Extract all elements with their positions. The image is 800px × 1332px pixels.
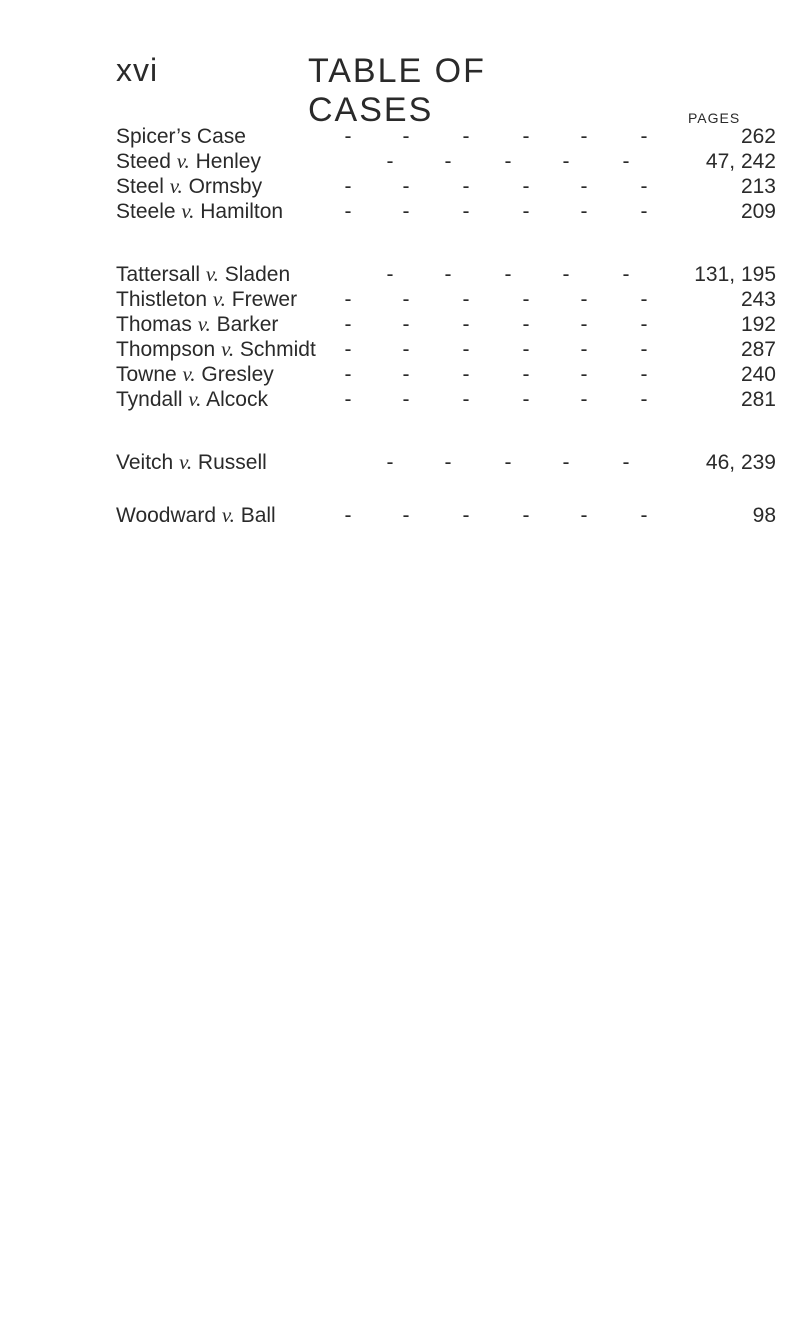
dash-leaders xyxy=(116,124,656,149)
versus-abbrev: v. xyxy=(179,450,193,474)
leader-dash: - xyxy=(444,150,452,173)
leader-dash: - xyxy=(402,388,410,411)
leader-dash: - xyxy=(522,388,530,411)
page-header xyxy=(116,52,576,129)
leader-dash: - xyxy=(562,150,570,173)
leader-dash: - xyxy=(622,263,630,286)
leader-dash: - xyxy=(580,313,588,336)
case-entry xyxy=(116,337,776,362)
dash-leaders xyxy=(116,262,656,287)
leader-dash: - xyxy=(640,338,648,361)
page-reference: 243 xyxy=(740,288,776,311)
versus-abbrev: v. xyxy=(197,312,211,336)
leader-dash: - xyxy=(580,363,588,386)
leader-dash: - xyxy=(462,313,470,336)
second-party: Frewer xyxy=(231,288,298,311)
case-entry xyxy=(116,362,776,387)
leader-dash: - xyxy=(580,388,588,411)
leader-dash: - xyxy=(344,338,352,361)
page-reference: 240 xyxy=(740,363,776,386)
case-group xyxy=(116,503,776,528)
leader-dash: - xyxy=(386,150,394,173)
first-party: Towne xyxy=(116,363,177,386)
leader-dash: - xyxy=(580,504,588,527)
page-reference: 209 xyxy=(740,200,776,223)
first-party: Thistleton xyxy=(116,288,208,311)
case-entry xyxy=(116,312,776,337)
leader-dash: - xyxy=(580,288,588,311)
leader-dash: - xyxy=(580,200,588,223)
leader-dash: - xyxy=(402,125,410,148)
leader-dash: - xyxy=(640,313,648,336)
leader-dash: - xyxy=(622,451,630,474)
leader-dash: - xyxy=(640,504,648,527)
leader-dash: - xyxy=(402,338,410,361)
dash-leaders xyxy=(116,337,656,362)
case-entry xyxy=(116,199,776,224)
case-entry xyxy=(116,174,776,199)
leader-dash: - xyxy=(462,175,470,198)
case-group xyxy=(116,262,776,412)
leader-dash: - xyxy=(522,313,530,336)
versus-abbrev: v. xyxy=(176,149,190,173)
leader-dash: - xyxy=(344,363,352,386)
leader-dash: - xyxy=(344,313,352,336)
dash-leaders xyxy=(116,387,656,412)
first-party: Steele xyxy=(116,200,176,223)
dash-leaders xyxy=(116,149,656,174)
case-entry xyxy=(116,503,776,528)
versus-abbrev: v. xyxy=(182,362,196,386)
leader-dash: - xyxy=(462,363,470,386)
dash-leaders xyxy=(116,503,656,528)
second-party: Hamilton xyxy=(200,200,284,223)
first-party: Steed xyxy=(116,150,171,173)
case-group xyxy=(116,450,776,475)
leader-dash: - xyxy=(640,363,648,386)
versus-abbrev: v. xyxy=(212,287,226,311)
leader-dash: - xyxy=(622,150,630,173)
leader-dash: - xyxy=(522,125,530,148)
second-party: Ball xyxy=(240,504,276,527)
page-reference: 98 xyxy=(752,504,776,527)
second-party: Alcock xyxy=(206,388,268,411)
page-reference: 213 xyxy=(740,175,776,198)
dash-leaders xyxy=(116,362,656,387)
dash-leaders xyxy=(116,312,656,337)
leader-dash: - xyxy=(504,150,512,173)
leader-dash: - xyxy=(386,263,394,286)
second-party: Barker xyxy=(216,313,279,336)
leader-dash: - xyxy=(504,263,512,286)
second-party: Russell xyxy=(197,451,267,474)
leader-dash: - xyxy=(344,388,352,411)
versus-abbrev: v. xyxy=(221,503,235,527)
leader-dash: - xyxy=(402,200,410,223)
leader-dash: - xyxy=(402,313,410,336)
leader-dash: - xyxy=(562,263,570,286)
first-party: Steel xyxy=(116,175,164,198)
versus-abbrev: v. xyxy=(221,337,235,361)
leader-dash: - xyxy=(402,363,410,386)
versus-abbrev: v. xyxy=(181,199,195,223)
first-party: Thomas xyxy=(116,313,192,336)
first-party: Thompson xyxy=(116,338,216,361)
leader-dash: - xyxy=(386,451,394,474)
table-of-cases xyxy=(116,124,776,566)
leader-dash: - xyxy=(640,175,648,198)
page-title: TABLE OF CASES xyxy=(308,52,486,129)
leader-dash: - xyxy=(462,338,470,361)
leader-dash: - xyxy=(402,288,410,311)
first-party: Tyndall xyxy=(116,388,183,411)
first-party: Tattersall xyxy=(116,263,201,286)
leader-dash: - xyxy=(344,288,352,311)
case-entry xyxy=(116,262,776,287)
leader-dash: - xyxy=(462,200,470,223)
first-party: Woodward xyxy=(116,504,216,527)
leader-dash: - xyxy=(640,388,648,411)
page-reference: 46, 239 xyxy=(705,451,776,474)
leader-dash: - xyxy=(344,200,352,223)
leader-dash: - xyxy=(580,175,588,198)
case-entry xyxy=(116,149,776,174)
dash-leaders xyxy=(116,174,656,199)
leader-dash: - xyxy=(562,451,570,474)
versus-abbrev: v. xyxy=(169,174,183,198)
leader-dash: - xyxy=(522,288,530,311)
page-reference: 192 xyxy=(740,313,776,336)
leader-dash: - xyxy=(580,125,588,148)
second-party: Schmidt xyxy=(239,338,316,361)
leader-dash: - xyxy=(462,288,470,311)
versus-abbrev: v. xyxy=(205,262,219,286)
case-entry xyxy=(116,287,776,312)
versus-abbrev: v. xyxy=(188,387,202,411)
case-entry xyxy=(116,450,776,475)
leader-dash: - xyxy=(462,125,470,148)
second-party: Gresley xyxy=(201,363,274,386)
page-reference: 287 xyxy=(740,338,776,361)
leader-dash: - xyxy=(580,338,588,361)
leader-dash: - xyxy=(462,504,470,527)
pages-column-heading: PAGES xyxy=(688,110,741,126)
leader-dash: - xyxy=(462,388,470,411)
page-reference: 47, 242 xyxy=(705,150,776,173)
leader-dash: - xyxy=(504,451,512,474)
second-party: Ormsby xyxy=(188,175,263,198)
leader-dash: - xyxy=(344,175,352,198)
page-reference: 262 xyxy=(740,125,776,148)
leader-dash: - xyxy=(522,175,530,198)
leader-dash: - xyxy=(522,200,530,223)
second-party: Henley xyxy=(195,150,261,173)
leader-dash: - xyxy=(444,263,452,286)
leader-dash: - xyxy=(444,451,452,474)
leader-dash: - xyxy=(640,200,648,223)
leader-dash: - xyxy=(344,504,352,527)
first-party: Spicer’s Case xyxy=(116,125,246,148)
leader-dash: - xyxy=(402,175,410,198)
leader-dash: - xyxy=(402,504,410,527)
case-entry xyxy=(116,124,776,149)
dash-leaders xyxy=(116,287,656,312)
page-reference: 281 xyxy=(740,388,776,411)
leader-dash: - xyxy=(640,288,648,311)
leader-dash: - xyxy=(522,338,530,361)
leader-dash: - xyxy=(344,125,352,148)
dash-leaders xyxy=(116,450,656,475)
page-folio: xvi xyxy=(116,52,159,88)
case-entry xyxy=(116,387,776,412)
page-reference: 131, 195 xyxy=(694,263,776,286)
first-party: Veitch xyxy=(116,451,174,474)
leader-dash: - xyxy=(522,363,530,386)
dash-leaders xyxy=(116,199,656,224)
case-group xyxy=(116,124,776,224)
leader-dash: - xyxy=(640,125,648,148)
second-party: Sladen xyxy=(224,263,291,286)
leader-dash: - xyxy=(522,504,530,527)
